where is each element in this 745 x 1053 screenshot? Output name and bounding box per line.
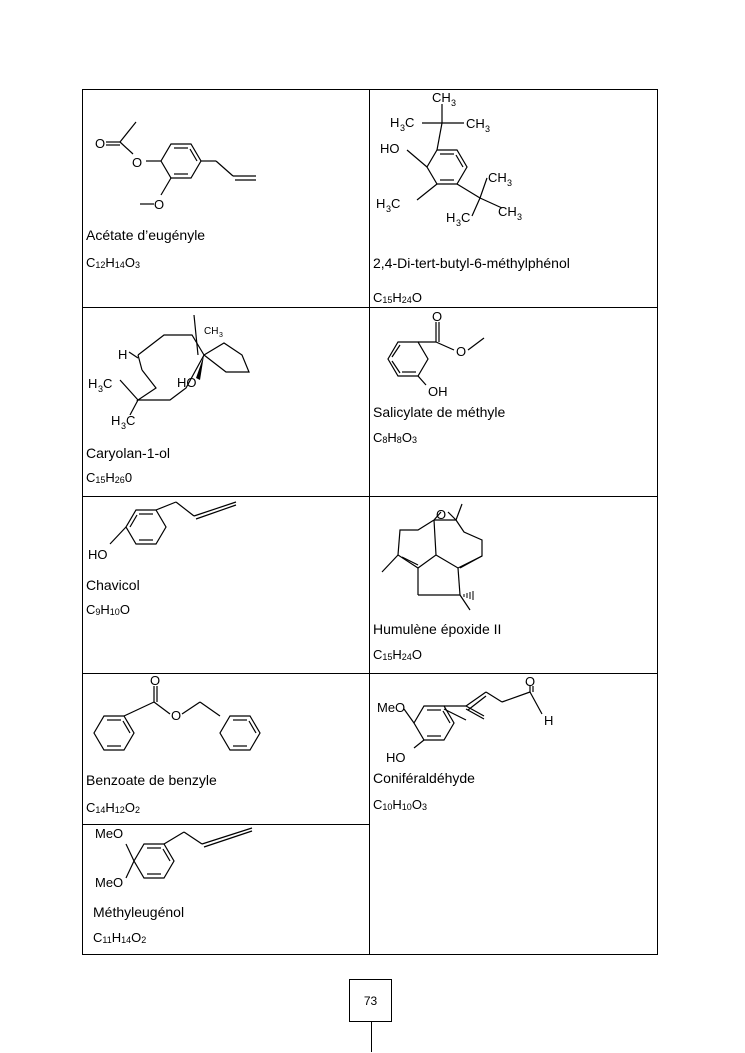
formula-element: O — [124, 255, 135, 270]
svg-text:H: H — [390, 115, 400, 130]
methyl-salicylate-structure — [376, 310, 506, 400]
svg-text:CH: CH — [466, 116, 485, 131]
svg-text:O: O — [132, 155, 143, 170]
formula-element: C — [373, 290, 383, 305]
formula-subscript: 15 — [95, 475, 106, 485]
formula-element: C — [86, 602, 96, 617]
svg-text:C: C — [126, 413, 136, 428]
table-column-divider — [369, 89, 370, 955]
svg-text:H: H — [88, 376, 98, 391]
page-number: 73 — [349, 979, 392, 1022]
svg-text:O: O — [432, 310, 443, 324]
compound-name-9: Méthyleugénol — [93, 904, 185, 920]
formula-subscript: 2 — [141, 935, 147, 945]
formula-element: H — [105, 800, 115, 815]
coniferaldehyde-structure — [374, 676, 564, 771]
svg-text:H: H — [544, 713, 554, 728]
eugenyl-acetate-structure — [88, 112, 278, 217]
svg-text:3: 3 — [121, 421, 127, 431]
table-border-bottom — [82, 954, 658, 955]
svg-text:C: C — [103, 376, 113, 391]
formula-subscript: 9 — [95, 607, 101, 617]
compound-formula-8 — [373, 797, 427, 812]
svg-text:OH: OH — [428, 384, 448, 399]
formula-subscript: 2 — [134, 805, 140, 815]
compound-name-7: Benzoate de benzyle — [86, 772, 217, 788]
svg-text:CH: CH — [432, 90, 451, 105]
compound-formula-9 — [93, 930, 146, 945]
di-tert-butyl-methylphenol-structure — [372, 90, 547, 230]
formula-subscript: 3 — [134, 260, 140, 270]
compound-name-6: Humulène époxide II — [373, 621, 502, 637]
compound-formula-2 — [373, 290, 422, 305]
humulene-epoxide-structure — [378, 500, 508, 615]
formula-subscript: 14 — [95, 805, 106, 815]
svg-text:CH: CH — [488, 170, 507, 185]
svg-text:O: O — [150, 676, 161, 688]
svg-text:CH: CH — [204, 326, 219, 337]
compound-name-8: Coniféraldéhyde — [373, 770, 475, 786]
formula-element: O — [131, 930, 142, 945]
svg-text:H: H — [376, 196, 386, 211]
caryolanol-structure — [86, 310, 276, 435]
formula-subscript: 14 — [114, 260, 125, 270]
svg-text:O: O — [456, 344, 467, 359]
formula-element: O — [411, 290, 422, 305]
formula-element: O — [411, 647, 422, 662]
formula-element: C — [373, 647, 383, 662]
svg-text:H: H — [118, 347, 128, 362]
svg-text:3: 3 — [219, 332, 223, 339]
compound-name-2: 2,4-Di-tert-butyl-6-méthylphénol — [373, 255, 570, 271]
svg-text:CH: CH — [498, 204, 517, 219]
svg-text:3: 3 — [386, 204, 392, 214]
formula-subscript: 14 — [121, 935, 132, 945]
compound-formula-3 — [86, 470, 132, 485]
svg-text:3: 3 — [451, 98, 457, 108]
formula-subscript: 10 — [382, 802, 393, 812]
formula-subscript: 3 — [411, 435, 417, 445]
compound-name-5: Chavicol — [86, 577, 140, 593]
svg-text:HO: HO — [380, 141, 400, 156]
svg-text:HO: HO — [386, 750, 406, 765]
formula-element: C — [86, 800, 96, 815]
svg-text:H: H — [111, 413, 121, 428]
svg-text:HO: HO — [88, 547, 108, 562]
svg-text:O: O — [95, 136, 106, 151]
svg-text:O: O — [436, 507, 447, 522]
formula-element: H — [111, 930, 122, 945]
formula-subscript: 10 — [109, 607, 120, 617]
svg-text:O: O — [154, 197, 165, 212]
chavicol-structure — [86, 500, 256, 565]
formula-element: H — [105, 470, 115, 485]
svg-text:MeO: MeO — [95, 826, 124, 841]
formula-element: C — [93, 930, 103, 945]
formula-element: C — [86, 470, 96, 485]
table-border-right — [657, 89, 658, 955]
formula-element: C — [373, 430, 383, 445]
formula-subscript: 3 — [421, 802, 427, 812]
formula-element: O — [119, 602, 130, 617]
svg-text:C: C — [405, 115, 415, 130]
formula-element: H — [392, 797, 402, 812]
formula-subscript: 15 — [382, 295, 393, 305]
svg-text:H: H — [446, 210, 456, 225]
compound-formula-4 — [373, 430, 417, 445]
formula-element: H — [105, 255, 115, 270]
formula-element: O — [401, 430, 412, 445]
compound-formula-7 — [86, 800, 140, 815]
formula-element: O — [411, 797, 422, 812]
svg-text:C: C — [461, 210, 471, 225]
svg-text:O: O — [525, 676, 536, 689]
svg-text:O: O — [171, 708, 182, 723]
formula-subscript: 10 — [401, 802, 412, 812]
formula-subscript: 12 — [114, 805, 125, 815]
compound-name-1: Acétate d’eugényle — [86, 227, 206, 243]
svg-text:HO: HO — [177, 375, 197, 390]
formula-element: C — [373, 797, 383, 812]
svg-text:3: 3 — [98, 384, 104, 394]
page-number-connector — [371, 1022, 372, 1052]
formula-element: O — [124, 800, 135, 815]
formula-subscript: 15 — [382, 652, 393, 662]
svg-text:C: C — [391, 196, 401, 211]
formula-subscript: 8 — [382, 435, 388, 445]
svg-text:MeO: MeO — [377, 700, 406, 715]
benzyl-benzoate-structure — [88, 676, 273, 771]
table-border-left — [82, 89, 83, 955]
compound-formula-1 — [86, 255, 140, 270]
table-row-divider-2 — [82, 496, 658, 497]
formula-subscript: 11 — [102, 935, 112, 945]
formula-subscript: 8 — [396, 435, 402, 445]
table-row-divider-1 — [82, 307, 658, 308]
formula-subscript: 24 — [401, 652, 412, 662]
formula-element: H — [392, 290, 402, 305]
compound-formula-6 — [373, 647, 422, 662]
compound-formula-5 — [86, 602, 130, 617]
svg-text:3: 3 — [456, 218, 462, 228]
formula-element: C — [86, 255, 96, 270]
svg-text:3: 3 — [507, 178, 513, 188]
methyleugenol-structure — [92, 824, 267, 894]
formula-element: 0 — [124, 470, 133, 485]
svg-text:3: 3 — [517, 212, 523, 222]
svg-text:3: 3 — [485, 124, 491, 134]
table-row-divider-3 — [82, 673, 658, 674]
formula-element: H — [392, 647, 402, 662]
table-border-top — [82, 89, 658, 90]
formula-element: H — [100, 602, 110, 617]
formula-subscript: 26 — [114, 475, 125, 485]
svg-text:MeO: MeO — [95, 875, 124, 890]
formula-subscript: 12 — [95, 260, 106, 270]
compound-name-4: Salicylate de méthyle — [373, 404, 506, 420]
compound-name-3: Caryolan-1-ol — [86, 445, 171, 461]
formula-subscript: 24 — [401, 295, 412, 305]
svg-text:3: 3 — [400, 123, 406, 133]
formula-element: H — [387, 430, 397, 445]
